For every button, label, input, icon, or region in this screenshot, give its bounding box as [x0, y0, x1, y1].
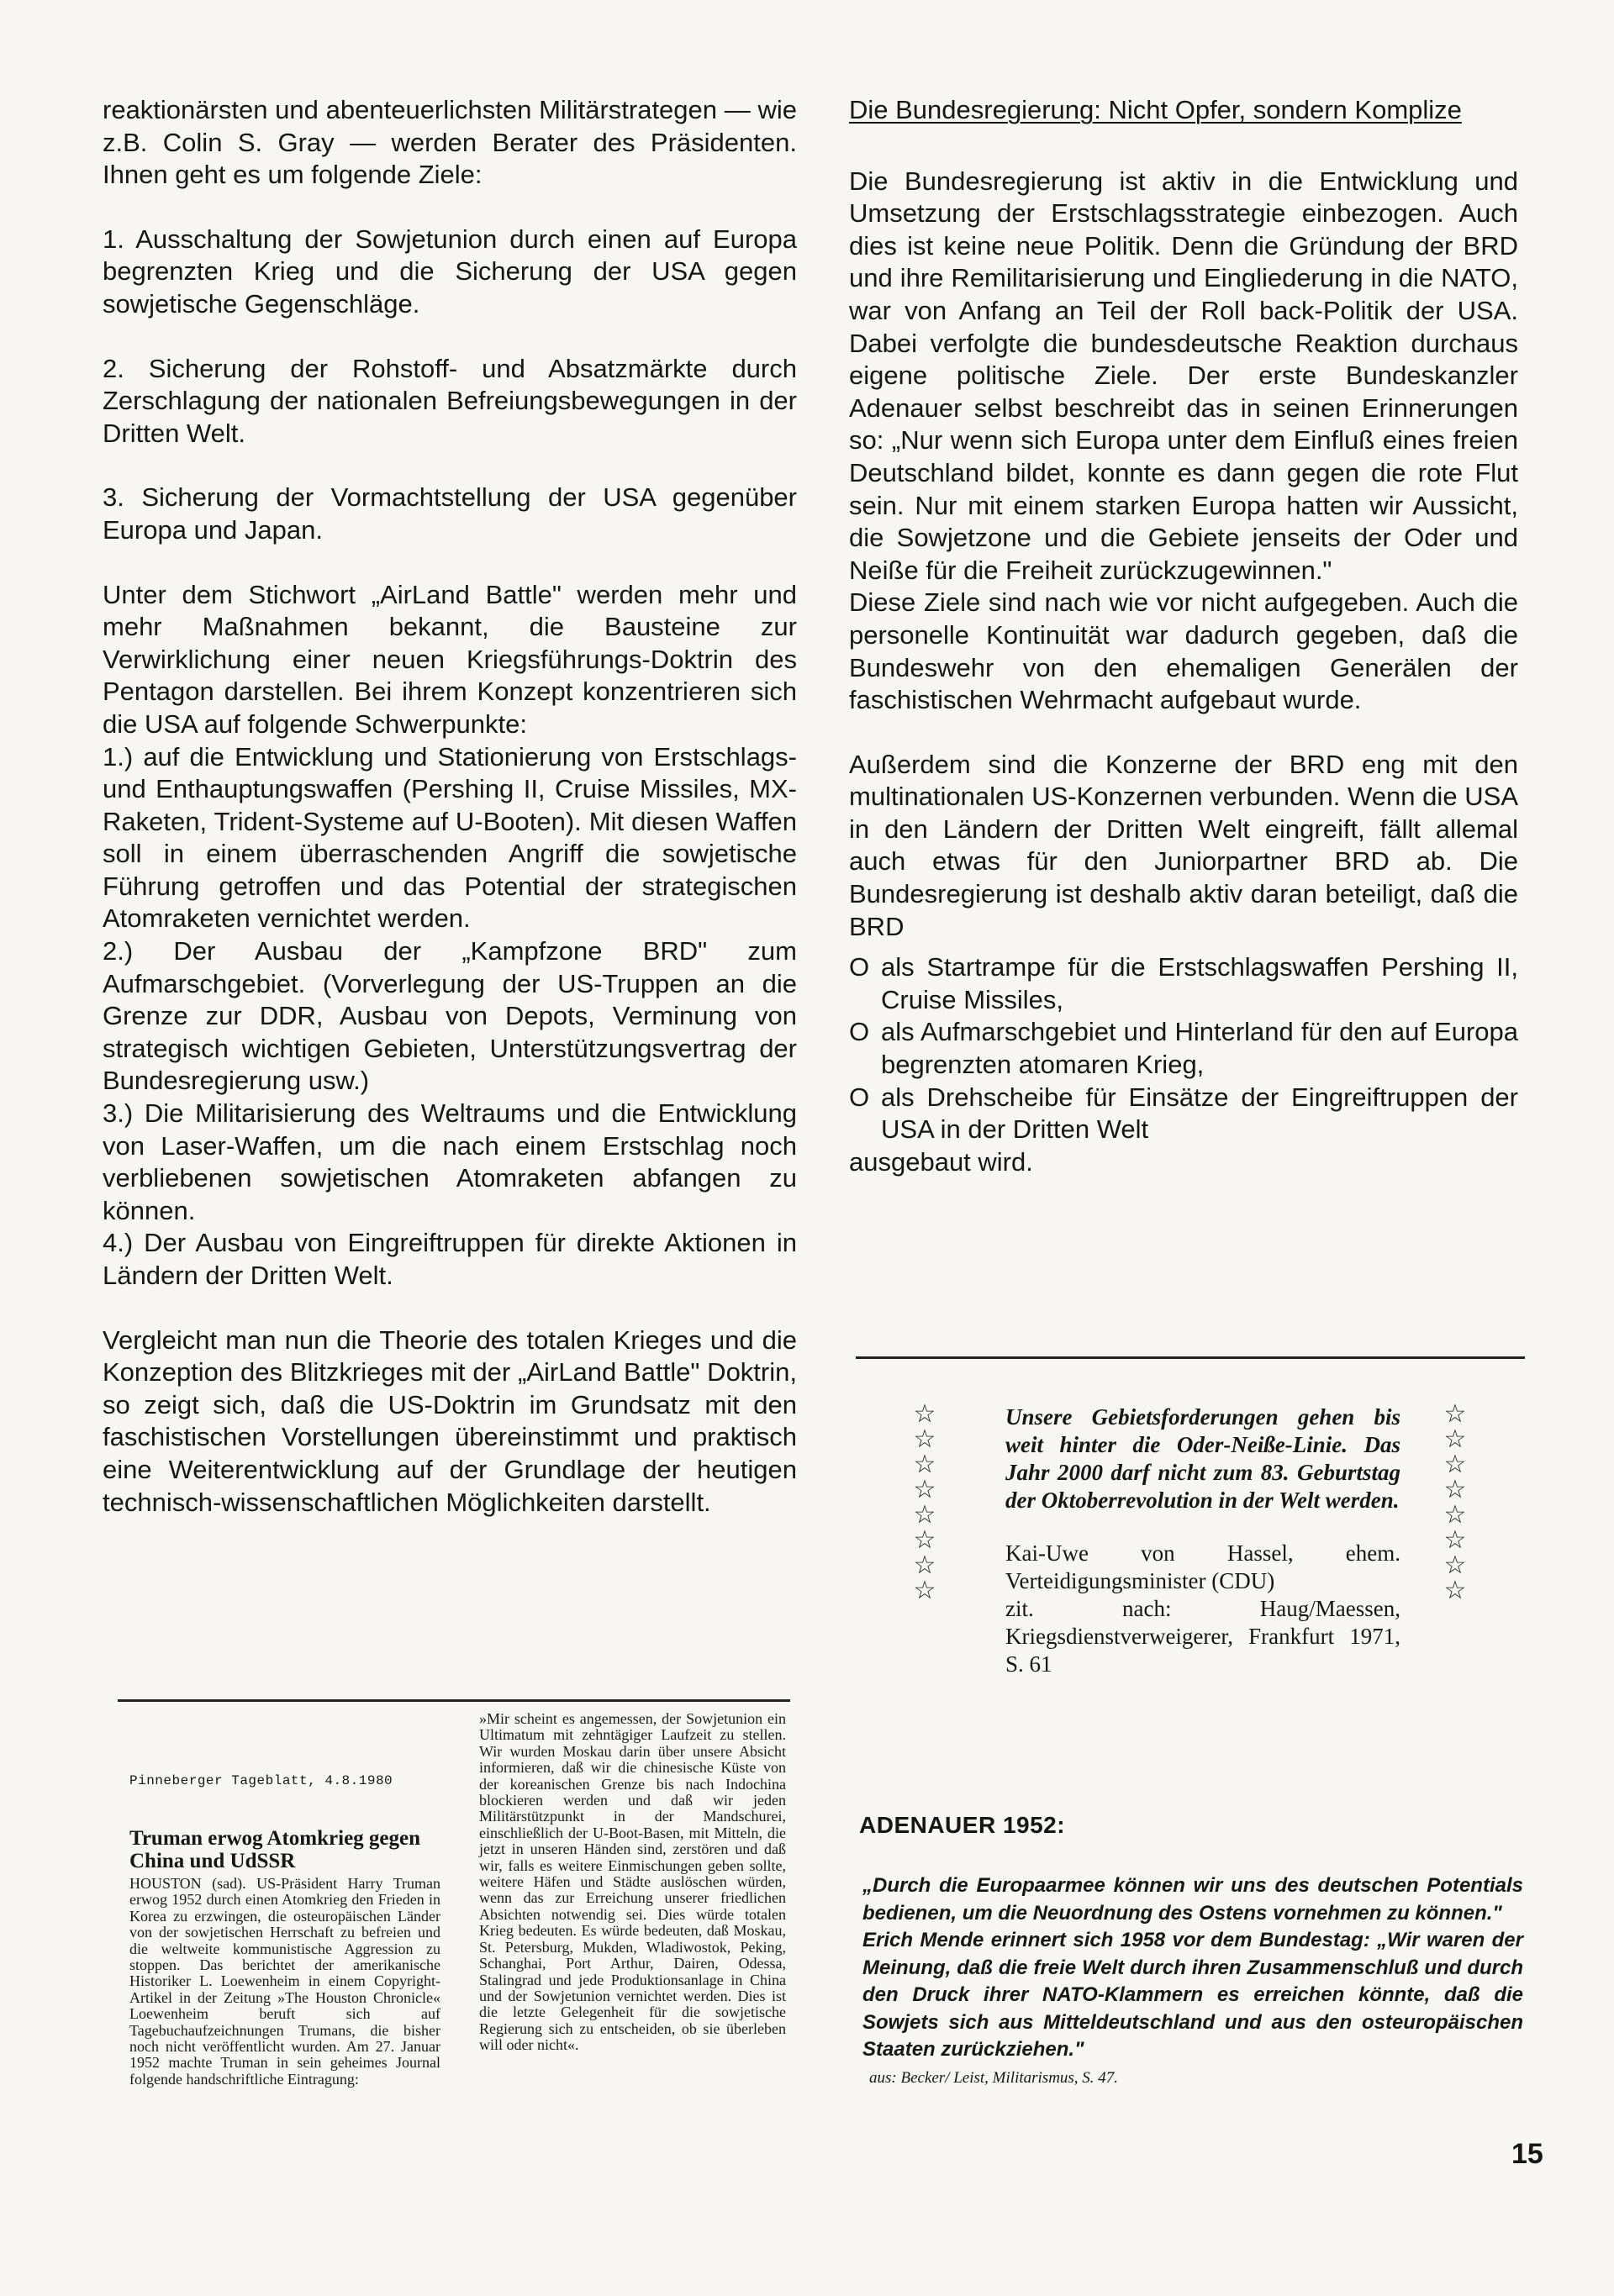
adenauer-quote: „Durch die Europaarmee können wir uns des deutschen Potentials bedienen, um die Neuordnung des Ostens vornehmen zu können." — [862, 1874, 1523, 1925]
quote-source: zit. nach: Haug/Maessen, Kriegsdienstverweigerer, Frankfurt 1971, S. 61 — [1005, 1596, 1400, 1677]
goal-item: 2. Sicherung der Rohstoff- und Absatzmärkte durch Zerschlagung der nationalen Befreiungsbewegungen in der Dritten Welt. — [103, 353, 797, 448]
conclusion-paragraph: Vergleicht man nun die Theorie des totalen Krieges und die Konzeption des Blitzkrieges mit der „AirLand Battle" Doktrin, so zeigt sich, daß die US-Doktrin im Grundsatz mit den faschistischen Vorstellungen übereinstimmt und praktisch eine Weiterentwicklung auf der Grundlage der heutigen technisch-wissenschaftlichen Möglichkeiten darstellt. — [103, 1324, 797, 1517]
adenauer-section — [859, 1812, 1523, 2088]
clipping-headline: Truman erwog Atomkrieg gegen China und UdSSR — [129, 1827, 421, 1872]
section-heading: Die Bundesregierung: Nicht Opfer, sondern Komplize — [849, 95, 1462, 124]
point-item: 3.) Die Militarisierung des Weltraums und die Entwicklung von Laser-Waffen, um die nach einem Erstschlag noch verbliebenen sowjetischen Atomraketen abfangen zu können. — [103, 1098, 797, 1225]
airland-paragraph: Unter dem Stichwort „AirLand Battle" werden mehr und mehr Maßnahmen bekannt, die Bausteine zur Verwirklichung einer neuen Kriegsführungs-Doktrin des Pentagon darstellen. Bei ihrem Konzept konzentrieren sich die USA auf folgende Schwerpunkte: — [103, 579, 797, 739]
left-divider — [118, 1699, 790, 1702]
left-column — [103, 94, 797, 1519]
quote-text: Unsere Gebietsforderungen gehen bis weit hinter die Oder-Neiße-Linie. Das Jahr 2000 darf nicht zum 83. Geburtstag der Oktoberrevolution in der Welt werden. — [1005, 1404, 1400, 1513]
newspaper-clipping — [126, 1711, 790, 2249]
right-paragraph: Die Bundesregierung ist aktiv in die Entwicklung und Umsetzung der Erstschlagsstrategie einbezogen. Auch dies ist keine neue Politik. Denn die Gründung der BRD und ihre Remilitarisierung und Eingliederung in die NATO, war von Anfang an Teil der Roll back-Politik der USA. Dabei verfolgte die bundesdeutsche Reaktion durchaus eigene politische Ziele. Der erste Bundeskanzler Adenauer selbst beschreibt das in seinen Erinnerungen so: „Nur wenn sich Europa unter dem Einfluß eines freien Deutschland bildet, konnte es dann gegen die rote Flut sein. Nur mit einem starken Europa hatten wir Aussicht, die Sowjetzone und die Gebiete jenseits der Oder und Neiße für die Freiheit zurückzugewinnen." — [849, 166, 1518, 585]
closing-line: ausgebaut wird. — [849, 1146, 1033, 1177]
bullet-item: O als Startrampe für die Erstschlagswaffen Pershing II, Cruise Missiles, — [849, 951, 1518, 1016]
adenauer-source: aus: Becker/ Leist, Militarismus, S. 47. — [869, 2068, 1119, 2087]
quote-author: Kai-Uwe von Hassel, ehem. Verteidigungsminister (CDU) — [1005, 1540, 1400, 1593]
goal-item: 3. Sicherung der Vormachtstellung der USA gegenüber Europa und Japan. — [103, 482, 797, 545]
point-item: 1.) auf die Entwicklung und Stationierung von Erstschlags- und Enthauptungswaffen (Pershing II, Cruise Missiles, MX-Raketen, Trident-Systeme auf U-Booten). Mit diesen Waffen soll in einem überraschenden Angriff die sowjetische Führung getroffen und das Potential der strategischen Atomraketen vernichtet werden. — [103, 741, 797, 934]
page-number: 15 — [1511, 2138, 1543, 2170]
star-icon: ☆☆☆☆☆☆☆☆ — [913, 1399, 936, 1605]
star-column-left — [910, 1399, 939, 1605]
right-column — [849, 94, 1518, 1178]
bullet-marker: O — [849, 1082, 870, 1112]
star-icon: ☆☆☆☆☆☆☆☆ — [1443, 1399, 1467, 1605]
bullet-marker: O — [849, 1017, 870, 1047]
right-divider — [856, 1356, 1525, 1359]
bullet-item: O als Aufmarschgebiet und Hinterland für den auf Europa begrenzten atomaren Krieg, — [849, 1016, 1518, 1081]
mende-quote: Erich Mende erinnert sich 1958 vor dem Bundestag: „Wir waren der Meinung, daß die freie Welt durch ihren Zusammenschluß und durch den Druck ihrer NATO-Klammern es erreichen könnte, daß die Sowjets sich aus Mitteldeutschland und aus den osteuropäischen Staaten zurückziehen." — [862, 1929, 1523, 2061]
quote-box — [1005, 1403, 1400, 1678]
bullet-marker: O — [849, 952, 870, 982]
point-item: 4.) Der Ausbau von Eingreiftruppen für direkte Aktionen in Ländern der Dritten Welt. — [103, 1228, 797, 1290]
clipping-body-right: »Mir scheint es angemessen, der Sowjetunion ein Ultimatum mit zehntägiger Laufzeit zu stellen. Wir wurden Moskau darin über unsere Absicht informieren, daß wir die chinesische Küste von der koreanischen Grenze bis nach Indochina blockieren werden und daß wir jeden Militärstützpunkt in der Mandschurei, einschließlich der U-Boot-Basen, mit Mitteln, die jetzt in unseren Händen sind, zerstören und daß wir, falls es weitere Einmischungen geben sollte, weitere Häfen und Städte auslöschen würden, wenn das zur Erreichung unserer friedlichen Absichten notwendig sei. Dies würde totalen Krieg bedeuten. Es würde bedeuten, daß Moskau, St. Petersburg, Mukden, Wladiwostok, Peking, Schanghai, Port Arthur, Dairen, Odessa, Stalingrad und jede Produktionsanlage in China und der Sowjetunion vernichtet werden. Dies ist die letzte Gelegenheit für die sowjetische Regierung sich zu entscheiden, ob sie überleben will oder nicht«. — [479, 1710, 786, 2054]
clipping-source: Pinneberger Tageblatt, 4.8.1980 — [129, 1773, 393, 1788]
goal-item: 1. Ausschaltung der Sowjetunion durch einen auf Europa begrenzten Krieg und die Sicherung der USA gegen sowjetische Gegenschläge. — [103, 224, 797, 319]
right-paragraph: Diese Ziele sind nach wie vor nicht aufgegeben. Auch die personelle Kontinuität war dadurch gegeben, daß die Bundeswehr von den ehemaligen Generälen der faschistischen Wehrmacht aufgebaut wurde. — [849, 587, 1518, 715]
star-column-right — [1441, 1399, 1469, 1605]
point-item: 2.) Der Ausbau der „Kampfzone BRD" zum Aufmarschgebiet. (Vorverlegung der US-Truppen an die Grenze zur DDR, Ausbau von Depots, Verminung von strategisch wichtigen Gebieten, Unterstützungsvertrag der Bundesregierung usw.) — [103, 936, 797, 1096]
adenauer-title: ADENAUER 1952: — [859, 1812, 1066, 1838]
clipping-body-left: HOUSTON (sad). US-Präsident Harry Truman erwog 1952 durch einen Atomkrieg den Frieden in Korea zu erzwingen, die osteuropäischen Länder von der sowjetischen Herrschaft zu befreien und die weltweite kommunistische Aggression zu stoppen. Das berichtet der amerikanische Historiker L. Loewenheim in einem Copyright-Artikel in der Zeitung »The Houston Chronicle« Loewenheim beruft sich auf Tagebuchaufzeichnungen Trumans, die bisher noch nicht veröffentlicht wurden. Am 27. Januar 1952 machte Truman in sein geheimes Journal folgende handschriftliche Eintragung: — [129, 1875, 440, 2088]
right-paragraph: Außerdem sind die Konzerne der BRD eng mit den multinationalen US-Konzernen verbunden. Wenn die USA in den Ländern der Dritten Welt eingreift, fällt allemal auch etwas für den Juniorpartner BRD ab. Die Bundesregierung ist deshalb aktiv daran beteiligt, daß die BRD — [849, 749, 1518, 941]
intro-paragraph: reaktionärsten und abenteuerlichsten Militärstrategen — wie z.B. Colin S. Gray — werden Berater des Präsidenten. Ihnen geht es um folgende Ziele: — [103, 95, 797, 190]
bullet-item: O als Drehscheibe für Einsätze der Eingreiftruppen der USA in der Dritten Welt — [849, 1082, 1518, 1146]
